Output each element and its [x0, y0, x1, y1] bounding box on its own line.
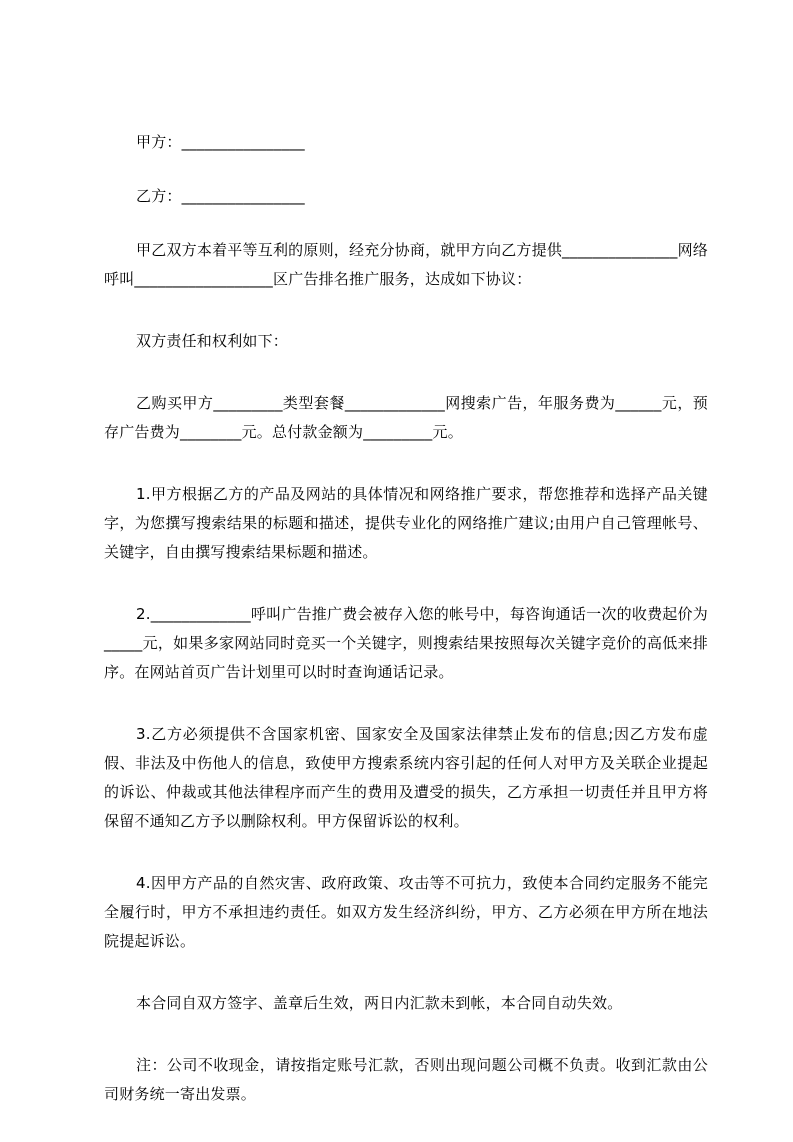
clause-1: 1.甲方根据乙方的产品及网站的具体情况和网络推广要求，帮您推荐和选择产品关键字，为您撰写搜索结果的标题和描述，提供专业化的网络推广建议;由用户自己管理帐号、关键字，自由撰写搜索结果标题和描述。	[104, 485, 708, 561]
clause-4: 4.因甲方产品的自然灾害、政府政策、攻击等不可抗力，致使本合同约定服务不能完全履行时，甲方不承担违约责任。如双方发生经济纠纷，甲方、乙方必须在甲方所在地法院提起诉讼。	[104, 874, 708, 950]
contract-body	[104, 128, 708, 1142]
party-b-line: 乙方：________________	[136, 187, 305, 205]
party-a-line: 甲方：________________	[136, 133, 305, 151]
effective-clause: 本合同自双方签字、盖章后生效，两日内汇款未到帐，本合同自动失效。	[136, 994, 623, 1012]
clause-2: 2._____________呼叫广告推广费会被存入您的帐号中，每咨询通话一次的收费起价为_____元，如果多家网站同时竞买一个关键字，则搜索结果按照每次关键字竞价的高低来排序。在网站首页广告计划里可以时时查询通话记录。	[104, 605, 708, 681]
clause-3: 3.乙方必须提供不含国家机密、国家安全及国家法律禁止发布的信息;因乙方发布虚假、非法及中伤他人的信息，致使甲方搜索系统内容引起的任何人对甲方及关联企业提起的诉讼、仲裁或其他法律程序而产生的费用及遭受的损失，乙方承担一切责任并且甲方将保留不通知乙方予以删除权利。甲方保留诉讼的权利。	[104, 725, 708, 830]
purchase-paragraph: 乙购买甲方_________类型套餐_____________网搜索广告，年服务费为______元，预存广告费为________元。总付款金额为_________元。	[104, 394, 708, 441]
payment-note: 注：公司不收现金，请按指定账号汇款，否则出现问题公司概不负责。收到汇款由公司财务统一寄出发票。	[104, 1056, 708, 1103]
responsibilities-heading: 双方责任和权利如下：	[136, 332, 289, 350]
intro-paragraph: 甲乙双方本着平等互利的原则，经充分协商，就甲方向乙方提供_______________网络呼叫__________________区广告排名推广服务，达成如下协议：	[104, 241, 708, 288]
